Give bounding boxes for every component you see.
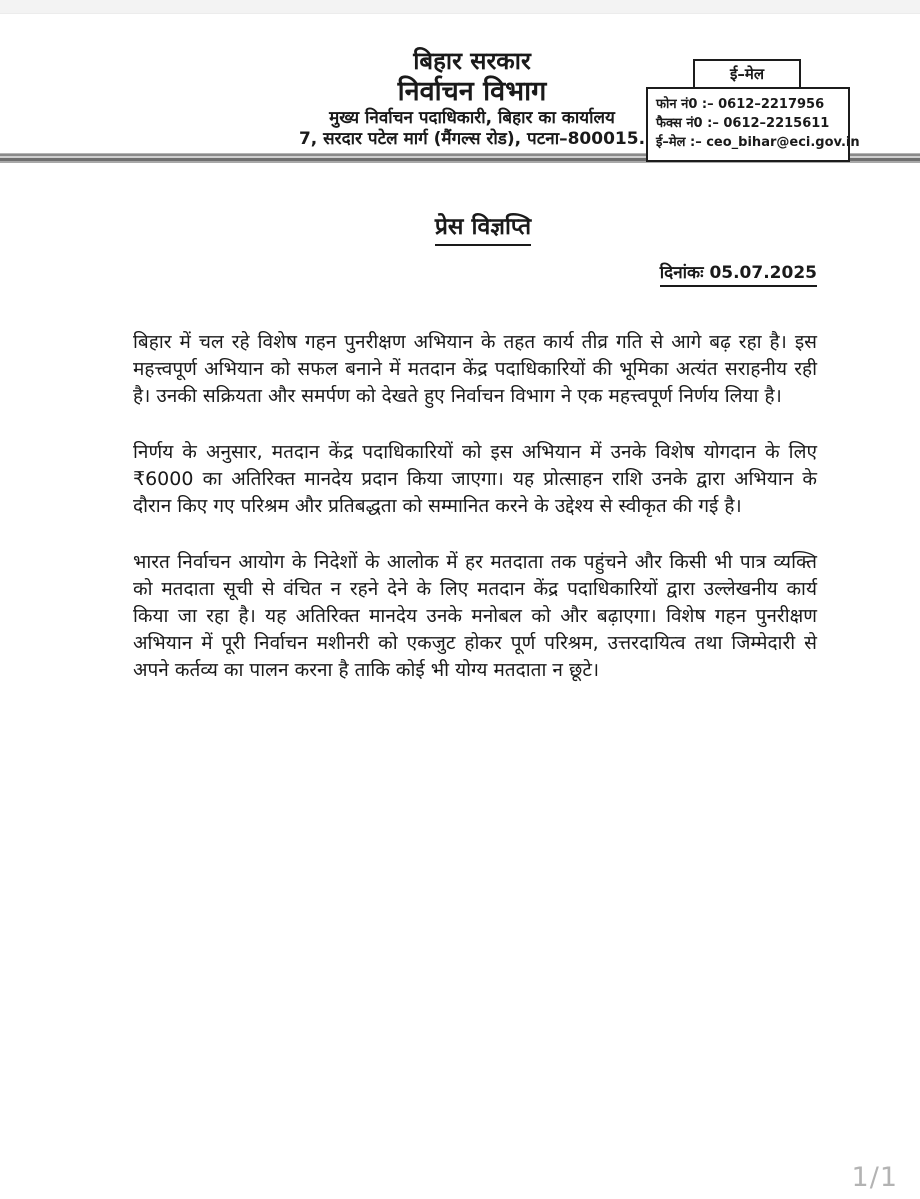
paragraph-1: बिहार में चल रहे विशेष गहन पुनरीक्षण अभियान के तहत कार्य तीव्र गति से आगे बढ़ रहा है। इस महत्त्वपूर्ण अभियान को सफल बनाने में मतदान केंद्र पदाधिकारियों की भूमिका अत्यंत सराहनीय रही है। उनकी सक्रियता और समर्पण को देखते हुए निर्वाचन विभाग ने एक महत्त्वपूर्ण निर्णय लिया है।: [133, 331, 817, 407]
department-name: निर्वाचन विभाग: [397, 76, 547, 107]
page-number-indicator: 1/1: [851, 1162, 898, 1193]
viewer-top-strip: [0, 0, 920, 14]
letterhead: [0, 14, 920, 153]
contact-box: [646, 59, 860, 162]
date-label: दिनांकः 05.07.2025: [660, 260, 817, 287]
contact-box-tab-label: ई–मेल: [693, 59, 801, 89]
office-line: मुख्य निर्वाचन पदाधिकारी, बिहार का कार्यालय: [329, 108, 615, 128]
contact-box-body: [646, 87, 860, 162]
paragraph-3: भारत निर्वाचन आयोग के निदेशों के आलोक में हर मतदाता तक पहुंचने और किसी भी पात्र व्यक्ति को मतदाता सूची से वंचित न रहने देने के लिए मतदान केंद्र पदाधिकारियों द्वारा उल्लेखनीय कार्य किया जा रहा है। यह अतिरिक्त मानदेय उनके मनोबल को और बढ़ाएगा। विशेष गहन पुनरीक्षण अभियान में पूरी निर्वाचन मशीनरी को एकजुट होकर पूर्ण परिश्रम, उत्तरदायित्व तथा जिम्मेदारी से अपने कर्तव्य का पालन करना है ताकि कोई भी योग्य मतदाता न छूटे।: [133, 551, 817, 681]
press-release-title: प्रेस विज्ञप्ति: [435, 209, 531, 246]
document-body: [0, 209, 920, 684]
fax-number-line: फैक्स नं0 :– 0612–2215611: [656, 116, 830, 131]
phone-number-line: फोन नं0 :– 0612–2217956: [656, 97, 825, 112]
title-row: [141, 209, 825, 246]
email-line: ई–मेल :– ceo_bihar@eci.gov.in: [656, 135, 860, 150]
address-line: 7, सरदार पटेल मार्ग (मैंगल्स रोड), पटना–800015.: [298, 129, 646, 149]
paragraph-2: निर्णय के अनुसार, मतदान केंद्र पदाधिकारियों को इस अभियान में उनके विशेष योगदान के लिए ₹6000 का अतिरिक्त मानदेय प्रदान किया जाएगा। यह प्रोत्साहन राशि उनके द्वारा अभियान के दौरान किए गए परिश्रम और प्रतिबद्धता को सम्मानित करने के उद्देश्य से स्वीकृत की गई है।: [133, 441, 817, 517]
date-row: [133, 260, 817, 287]
government-name: बिहार सरकार: [413, 47, 531, 75]
